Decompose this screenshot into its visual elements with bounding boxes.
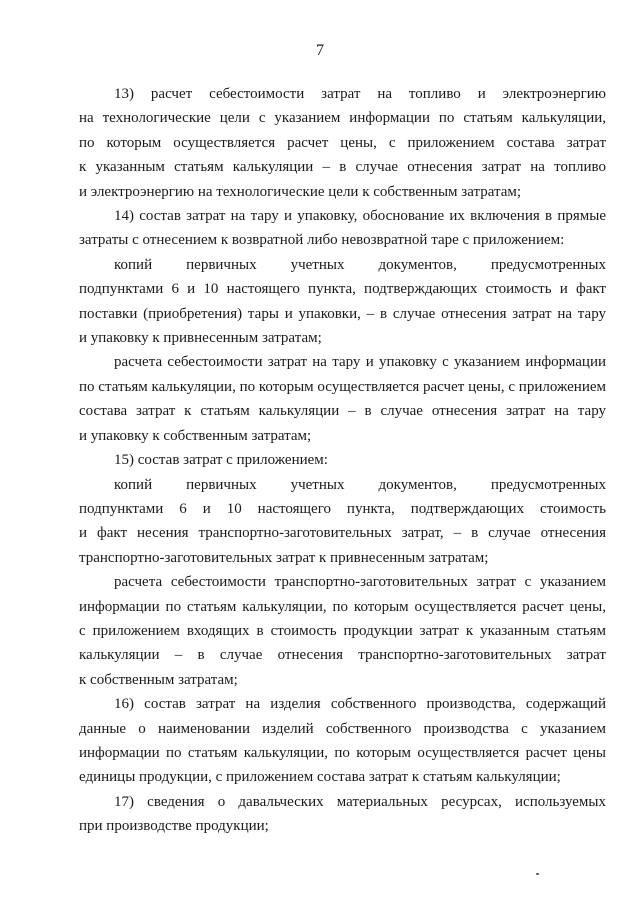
text-line: поставки (приобретения) тары и упаковки, – в случае отнесения затрат на тару [79,305,606,322]
text-line: копий первичных учетных документов, предусмотренных [114,256,606,273]
text-line: информации по статьям калькуляции, по которым осуществляется расчет цены [79,744,606,761]
list-item-17 [79,790,606,839]
text-line: 13) расчет себестоимости затрат на топливо и электроэнергию [114,86,606,102]
text-line: 17) сведения о давальческих материальных ресурсах, используемых [114,793,606,810]
list-item-13 [79,82,606,204]
subitem-calculation-transport [79,570,606,692]
subitem-copies-packaging [79,253,606,351]
text-line: на технологические цели с указанием информации по статьям калькуляции, [79,110,606,127]
text-line: подпунктами 6 и 10 настоящего пункта, подтверждающих стоимость [79,500,606,517]
text-line: информации по статьям калькуляции, по которым осуществляется расчет цены, [79,598,606,615]
text-line: 14) состав затрат на тару и упаковку, обоснование их включения в прямые [114,208,606,225]
page-number: 7 [316,42,324,59]
text-line: расчета себестоимости затрат на тару и упаковку с указанием информации [114,354,606,371]
text-line: и факт несения транспортно-заготовительных затрат, – в случае отнесения [79,525,606,542]
text-line: 16) состав затрат на изделия собственного производства, содержащий [114,696,606,713]
text-line: и упаковку к собственным затратам; [79,427,312,444]
subitem-copies-transport [79,473,606,571]
list-item-15 [79,448,606,472]
list-item-14 [79,204,606,253]
list-item-16 [79,692,606,790]
text-line: по статьям калькуляции, по которым осуществляется расчет цены, с приложением [79,378,606,395]
text-line: и упаковку к привнесенным затратам; [79,330,322,347]
text-line: затраты с отнесением к возвратной либо невозвратной таре с приложением: [79,232,565,249]
text-line: к указанным статьям калькуляции – в случае отнесения затрат на топливо [79,159,606,176]
text-line: к собственным затратам; [79,671,238,688]
subitem-calculation-packaging [79,350,606,448]
text-line: транспортно-заготовительных затрат к привнесенным затратам; [79,549,489,566]
text-line: подпунктами 6 и 10 настоящего пункта, подтверждающих стоимость и факт [79,281,606,298]
text-line: и электроэнергию на технологические цели к собственным затратам; [79,183,522,200]
text-line: состава затрат к статьям калькуляции – в случае отнесения затрат на тару [79,403,606,420]
text-line: единицы продукции, с приложением состава затрат к статьям калькуляции; [79,769,561,786]
text-line: с приложением входящих в стоимость продукции затрат к указанным статьям [79,622,606,639]
scan-speck [536,873,539,875]
document-body [79,82,606,839]
text-line: копий первичных учетных документов, предусмотренных [114,476,606,493]
text-line: при производстве продукции; [79,818,269,835]
text-line: по которым осуществляется расчет цены, с приложением состава затрат [79,134,606,151]
text-line: данные о наименовании изделий собственного производства с указанием [79,720,606,737]
text-line: калькуляции – в случае отнесения транспортно-заготовительных затрат [79,647,606,664]
text-line: 15) состав затрат с приложением: [114,452,328,469]
text-line: расчета себестоимости транспортно-заготовительных затрат с указанием [114,574,606,591]
